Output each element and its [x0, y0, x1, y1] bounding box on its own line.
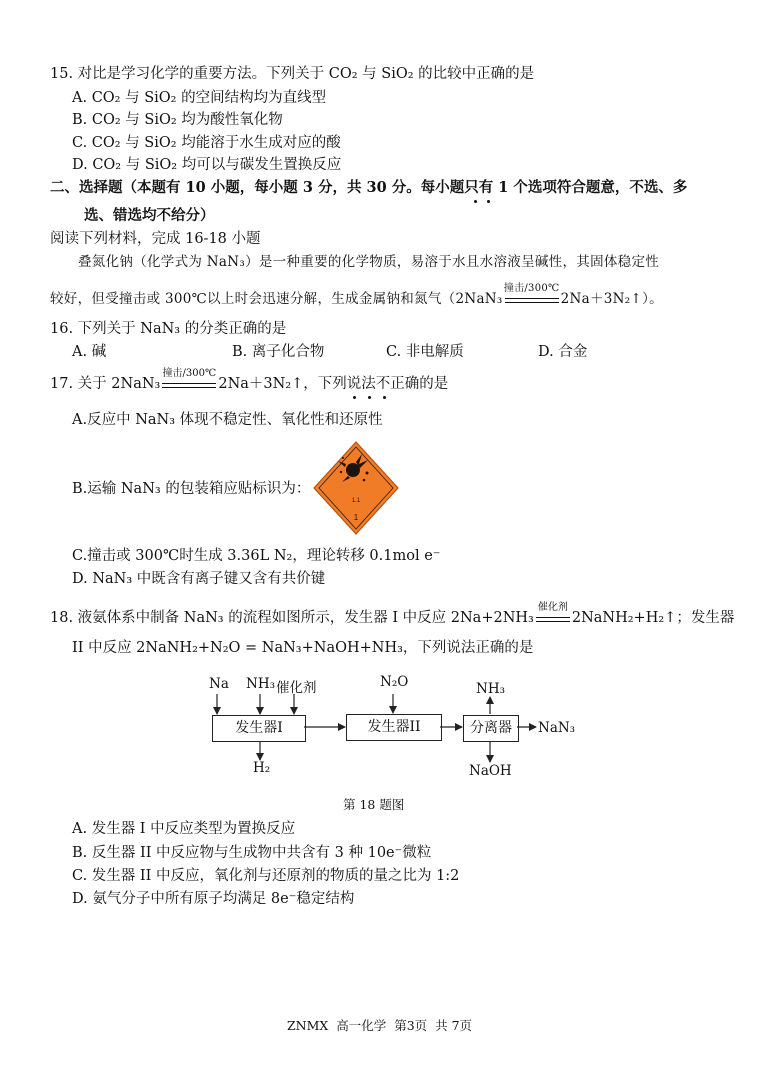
q18-stem-cont: II 中反应 2NaNH₂+N₂O = NaN₃+NaOH+NH₃，下列说法正确的是	[72, 640, 534, 656]
q16-stem: 16. 下列关于 NaN₃ 的分类正确的是	[50, 321, 287, 337]
page-footer: ZNMX 高一化学 第3页 共 7页	[287, 1018, 473, 1033]
q17-stem: 17. 关于 2NaN₃ 撞击/300℃ 2Na＋3N₂↑，下列说法不正确的是	[50, 368, 449, 392]
reading-para-1: 叠氮化钠（化学式为 NaN₃）是一种重要的化学物质，易溶于水且水溶液呈碱性，其固体稳定性	[78, 254, 660, 270]
output-nan3: NaN₃	[538, 720, 576, 736]
q15-option-a: A. CO₂ 与 SiO₂ 的空间结构均为直线型	[72, 90, 327, 106]
q16-option-d: D. 合金	[538, 344, 588, 360]
q16-option-c: C. 非电解质	[386, 344, 464, 360]
q15-option-d: D. CO₂ 与 SiO₂ 均可以与碳发生置换反应	[72, 157, 342, 173]
emphasis-dot	[474, 200, 477, 203]
q17-option-a: A.反应中 NaN₃ 体现不稳定性、氧化性和还原性	[72, 412, 383, 428]
q17-option-c: C.撞击或 300℃时生成 3.36L N₂，理论转移 0.1mol e⁻	[72, 548, 441, 564]
hazard-number: 1	[353, 513, 359, 522]
flow-arrows	[200, 690, 560, 770]
input-n2o: N₂O	[380, 674, 409, 690]
reaction-arrow: 催化剂	[534, 608, 572, 628]
section-heading: 二、选择题（本题有 10 小题，每小题 3 分，共 30 分。每小题只有 1 个选项符合题意，不选、多	[50, 179, 688, 196]
input-na: Na	[209, 676, 229, 692]
generator-1-box: 发生器I	[212, 715, 306, 742]
q15-option-b: B. CO₂ 与 SiO₂ 均为酸性氧化物	[72, 112, 283, 128]
reading-intro: 阅读下列材料，完成 16-18 小题	[50, 231, 261, 247]
reading-para-2: 较好，但受撞击或 300℃以上时会迅速分解，生成金属钠和氮气（2NaN₃ 撞击/300℃ 2Na＋3N₂↑）。	[50, 283, 663, 307]
q15-stem: 15. 对比是学习化学的重要方法。下列关于 CO₂ 与 SiO₂ 的比较中正确的是	[50, 66, 535, 82]
separator-box: 分离器	[463, 715, 519, 742]
q17-option-d: D. NaN₃ 中既含有离子键又含有共价键	[72, 571, 326, 587]
explosive-hazard-sign	[312, 440, 400, 536]
q18-option-d: D. 氨气分子中所有原子均满足 8e⁻稳定结构	[72, 891, 355, 907]
hazard-class: 1.1	[351, 498, 361, 504]
emphasis-dot	[353, 396, 356, 399]
section-heading-cont: 选、错选均不给分）	[84, 207, 215, 224]
input-nh3: NH₃	[246, 676, 275, 692]
q16-option-b: B. 离子化合物	[232, 344, 325, 360]
generator-2-box: 发生器II	[346, 714, 442, 741]
output-naoh: NaOH	[469, 763, 512, 779]
emphasis-dot	[383, 396, 386, 399]
q16-option-a: A. 碱	[72, 344, 107, 360]
figure-caption: 第 18 题图	[343, 797, 405, 812]
q15-option-c: C. CO₂ 与 SiO₂ 均能溶于水生成对应的酸	[72, 135, 341, 151]
output-nh3: NH₃	[476, 681, 505, 697]
input-catalyst: 催化剂	[276, 680, 317, 696]
emphasis-dot	[368, 396, 371, 399]
q18-stem: 18. 液氨体系中制备 NaN₃ 的流程如图所示，发生器 I 中反应 2Na+2NH₃ 催化剂 2NaNH₂+H₂↑；发生器	[50, 602, 735, 626]
q17-option-b: B.运输 NaN₃ 的包装箱应贴标识为：	[72, 481, 311, 497]
emphasis-dot	[487, 200, 490, 203]
reaction-arrow: 撞击/300℃	[160, 374, 218, 394]
q18-option-c: C. 发生器 II 中反应，氧化剂与还原剂的物质的量之比为 1:2	[72, 868, 460, 884]
output-h2: H₂	[253, 760, 271, 776]
reaction-arrow: 撞击/300℃	[503, 289, 561, 309]
q18-option-a: A. 发生器 I 中反应类型为置换反应	[72, 821, 296, 837]
q18-option-b: B. 反生器 II 中反应物与生成物中共含有 3 种 10e⁻微粒	[72, 845, 432, 861]
